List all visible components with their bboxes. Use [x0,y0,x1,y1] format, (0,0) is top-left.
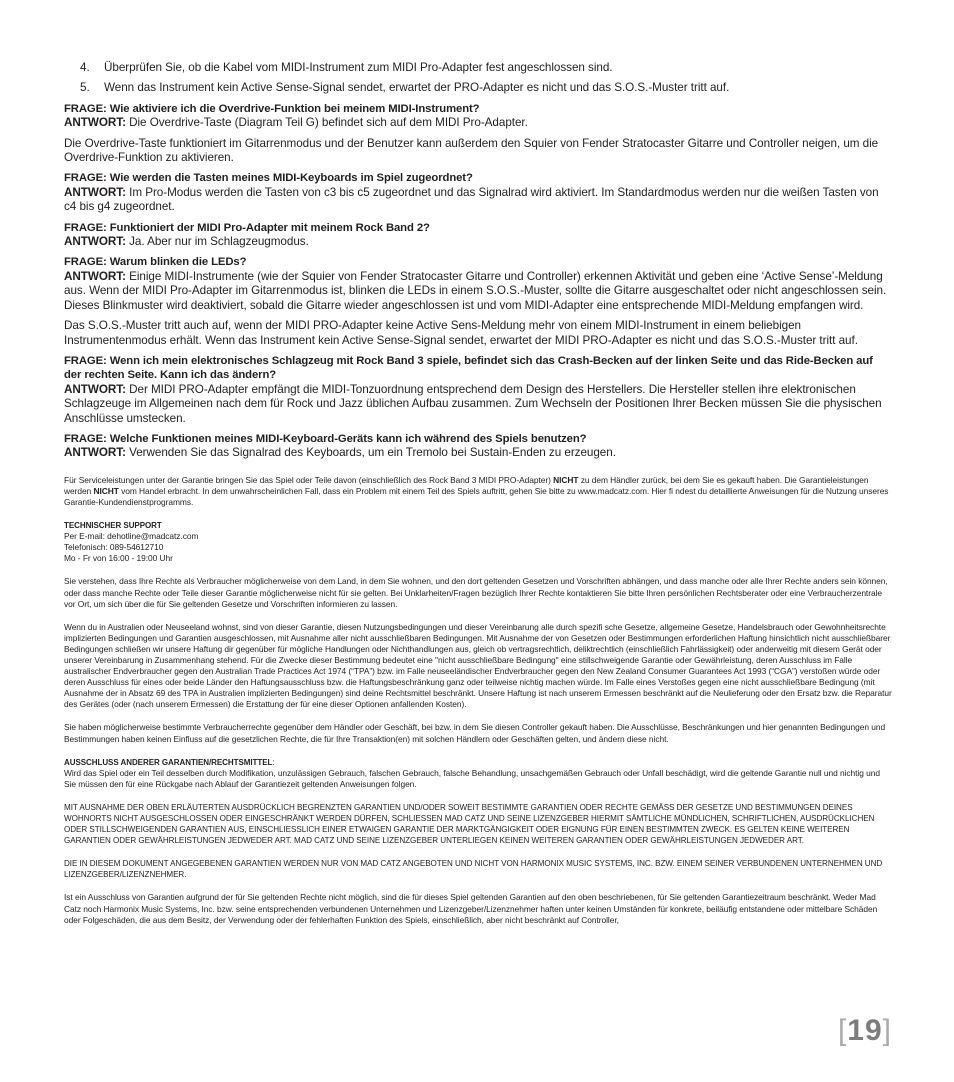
faq-question: FRAGE: Wie werden die Tasten meines MIDI-Keyboards im Spiel zugeordnet? [64,172,473,185]
step-item [64,81,892,95]
exclusion-colon: : [272,756,275,767]
dealer-paragraph: Sie haben möglicherweise bestimmte Verbraucherrechte gegenüber dem Händler oder Geschäft, bei bzw. in dem Sie diesen Controller gekauft haben. Die Ausschlüsse, Beschränkungen und hier genannten Bedingungen und Bestimmungen haben keinen Einfluss auf die gesetzlichen Rechte, die für Ihre Transaktion(en) mit solchen Händlern oder Geschäften gelten, und ändern diese nicht. [64,722,886,744]
step-item [64,61,892,75]
australia-paragraph: Wenn du in Australien oder Neuseeland wohnst, sind von dieser Garantie, diesen Nutzungsbedingungen und dieser Vereinbarung alle durch spezifi sche Gesetze, allgemeine Gesetze, Handelsbrauch oder Gewohnheitsrechte implizierten Bedingungen und Garantien ausgeschlossen, mit Ausnahme aller nicht ausschließbaren Bedingungen. Mit Ausnahme der von Gesetzen oder Bestimmungen erforderlichen Haftung hinsichtlich nicht ausschließbarer Bedingungen schließen wir unsere Haftung dir gegenüber für mögliche Handlungen oder Nichthandlungen aus, gleich ob vertragsrechtlich, deliktrechtlich (einschließlich Fahrlässigkeit) oder anderweitig mit diesem Gerät oder unserer Vereinbarung in Zusammenhang stehend. Für die Zwecke dieser Bestimmung bedeutet eine "nicht ausschließbare Bedingung" eine stillschweigende Garantie oder Gewährleistung, deren Ausschluss im Falle australischer Endverbraucher gegen den Australian Trade Practices Act 1974 (“TPA”) bzw. im Falle neuseeländischer Endverbraucher gegen den New Zealand Consumer Guarantees Act 1993 (“CGA”) verstoßen würde oder deren Ausschluss für eines oder beide Länder den Haftungsausschluss bzw. die Haftungsbeschränkung ganz oder teilweise nichtig machen würde. Im Falle eines Verstoßes gegen eine nicht ausschließbare Bedingung (mit Ausnahme der in Absatz 69 des TPA in Australien implizierten Bedingungen) sind deine Rechtsmittel beschränkt. Unsere Haftung ist nach unserem Ermessen beschränkt auf die Neulieferung oder den Ersatz bzw. die Reparatur des Gerätes (oder (nach unserem Ermessen) die Erstattung der für eine dieser Optionen anfallenden Kosten). [64,621,892,710]
faq-question: FRAGE: Wenn ich mein elektronisches Schlagzeug mit Rock Band 3 spiele, befindet sich das Crash-Becken auf der linken Seite und das Ride-Becken auf der rechten Seite. Kann ich das ändern? [64,354,873,382]
answer-text: Im Pro-Modus werden die Tasten von c3 bis c5 zugeordnet und das Signalrad wird aktiviert. Im Standardmodus werden nur die weißen Tasten von c4 bis g4 zugeordnet. [64,185,879,214]
faq-answer [64,116,892,130]
service-text: vom Handel erbracht. In dem unwahrscheinlichen Fall, dass ein Problem mit einem Teil des Spiels auftritt, gehen Sie bitte zu www.madcatz.com. Hier fi ndest du detaillierte Anweisungen für die Nutzung unseres Garantie-Kundendienstprogramms. [64,485,889,507]
page-number-bracket-open: [ [837,1014,848,1047]
emphasis-not: NICHT [93,485,119,496]
tech-support-phone: Telefonisch: 089-54612710 [64,542,164,553]
answer-label: ANTWORT: [64,116,126,130]
answer-label: ANTWORT: [64,185,126,199]
answer-text: Einige MIDI-Instrumente (wie der Squier von Fender Stratocaster Gitarre und Controller) erkennen Aktivität und geben eine ‘Active Sense’-Meldung aus. Wenn der MIDI Pro-Adapter im Gitarrenmodus ist, blinken die LEDs in einem S.O.S.-Muster, sollte die Gitarre ausgeschaltet oder nicht angeschlossen sein. Dieses Blinkmuster wird deaktiviert, sobald die Gitarre wieder angeschlossen ist und vom MIDI-Adapter eine entsprechende MIDI-Meldung empfangen wird. [64,269,887,312]
faq-item-leds [64,255,892,347]
faq-question: FRAGE: Welche Funktionen meines MIDI-Keyboard-Geräts kann ich während des Spiels benutzen? [64,432,587,445]
faq-answer-extra: Das S.O.S.-Muster tritt auch auf, wenn der MIDI PRO-Adapter keine Active Sens-Meldung mehr von einem MIDI-Instrument in einem beliebigen Instrumentenmodus erhält. Wenn das Instrument kein Active Sense-Signal sendet, erwartet der MIDI PRO-Adapter es nicht und das S.O.S.-Muster tritt auf. [64,319,858,347]
faq-answer [64,446,892,460]
service-text: Für Serviceleistungen unter der Garantie bringen Sie das Spiel oder Teile davon (einschließlich des Rock Band 3 MIDI PRO-Adapter) [64,474,554,485]
faq-section [64,61,892,461]
faq-item-keyboard-features [64,432,892,461]
faq-question: FRAGE: Wie aktiviere ich die Overdrive-Funktion bei meinem MIDI-Instrument? [64,102,480,115]
rights-paragraph: Sie verstehen, dass Ihre Rechte als Verbraucher möglicherweise von dem Land, in dem Sie wohnen, und den dort geltenden Gesetzen und Vorschriften abhängen, und dass manche oder alle Ihrer Rechte anders sein können, oder dass manche Rechte oder Teile dieser Garantie möglicherweise nicht für sie gelten. Bei Unklarheiten/Fragen bezüglich Ihrer Rechte kontaktieren Sie bitte Ihren persönlichen Rechtsberater oder eine Verbraucherzentrale vor Ort, um sich über die für Sie geltenden Gesetze und Vorschriften informieren zu lassen. [64,576,888,609]
faq-answer [64,186,892,215]
step-text: Überprüfen Sie, ob die Kabel vom MIDI-Instrument zum MIDI Pro-Adapter fest angeschlossen sind. [104,61,613,74]
step-number: 4. [80,61,90,74]
disclaimer-caps-2: DIE IN DIESEM DOKUMENT ANGEGEBENEN GARANTIEN WERDEN NUR VON MAD CATZ ANGEBOTEN UND NICHT VON HARMONIX MUSIC SYSTEMS, INC. BZW. EINEM SEINER VERBUNDENEN UNTERNEHMEN UND LIZENZGEBER/LIZENZNEHMER. [64,859,883,880]
answer-text: Verwenden Sie das Signalrad des Keyboards, um ein Tremolo bei Sustain-Enden zu erzeugen. [125,446,616,460]
tech-support-email: Per E-mail: dehotline@madcatz.com [64,531,199,542]
service-paragraph [64,475,892,508]
faq-answer-extra: Die Overdrive-Taste funktioniert im Gitarrenmodus und der Benutzer kann außerdem den Squier von Fender Stratocaster Gitarre und Controller neigen, um die Overdrive-Funktion zu aktivieren. [64,136,879,165]
faq-question: FRAGE: Warum blinken die LEDs? [64,256,247,269]
page-number-bracket-close: ] [882,1014,892,1047]
answer-text: Die Overdrive-Taste (Diagram Teil G) befindet sich auf dem MIDI Pro-Adapter. [125,116,528,130]
disclaimer-caps-1: MIT AUSNAHME DER OBEN ERLÄUTERTEN AUSDRÜCKLICH BEGRENZTEN GARANTIEN UND/ODER SOWEIT BESTIMMTE GARANTIEN ODER RECHTE GEMÄSS DER GESETZE UND BESTIMMUNGEN DEINES WOHNORTS NICHT AUSGESCHLOSSEN ODER EINGESCHRÄNKT WERDEN DÜRFEN, SCHLIESSEN MAD CATZ UND SEINE LIZENZGEBER HIERMIT SÄMTLICHE MÜNDLICHEN, SCHRIFTLICHEN, AUSDRÜCKLICHEN ODER STILLSCHWEIGENDEN GARANTIEN AUS, EINSCHLIESSLICH EINER ETWAIGEN GARANTIE DER MARKTGÄNGIGKEIT ODER EIGNUNG FÜR EINEN BESTIMMTEN ZWECK. ES GELTEN KEINE WEITEREN GARANTIEN ODER GEWÄHRLEISTUNGEN JEDWEDER ART. MAD CATZ UND SEINE LIZENZGEBER UNTERLIEGEN KEINEN WEITEREN GARANTIEN ODER GEWÄHRLEISTUNGEN JEDWEDER ART. [64,802,875,846]
answer-label: ANTWORT: [64,269,126,283]
exclusion-text: Wird das Spiel oder ein Teil desselben durch Modifikation, unzulässigen Gebrauch, falschen Gebrauch, falsche Behandlung, unsachgemäßen Gebrauch oder Unfall beschädigt, wird die geltende Garantie null und nichtig und Sie müssen den für eine Rückgabe nach Ablauf der Garantiezeit geltenden Anweisungen folgen. [64,767,880,789]
warranty-section [64,475,892,926]
tech-support-heading: TECHNISCHER SUPPORT [64,521,162,531]
service-text: zu dem Händler zurück, bei dem Sie es gekauft haben. Die Garantieleistungen werden [64,474,869,496]
faq-answer [64,270,892,313]
page-number-digits: 19 [847,1014,883,1047]
exclusion-heading: AUSSCHLUSS ANDERER GARANTIEN/RECHTSMITTEL [64,757,273,767]
exclusion-heading-line [64,757,892,768]
answer-label: ANTWORT: [64,446,126,460]
answer-label: ANTWORT: [64,382,126,396]
page-number [838,1016,892,1046]
faq-item-rock-band-2 [64,221,892,250]
tech-support-hours: Mo - Fr von 16:00 - 19:00 Uhr [64,553,173,564]
faq-answer [64,383,892,426]
answer-text: Ja. Aber nur im Schlagzeugmodus. [125,235,309,249]
faq-question: FRAGE: Funktioniert der MIDI Pro-Adapter mit meinem Rock Band 2? [64,221,430,234]
step-text: Wenn das Instrument kein Active Sense-Signal sendet, erwartet der PRO-Adapter es nicht und das S.O.S.-Muster tritt auf. [104,81,730,95]
answer-label: ANTWORT: [64,235,126,249]
answer-text: Der MIDI PRO-Adapter empfängt die MIDI-Tonzuordnung entsprechend dem Design des Herstellers. Die Hersteller stellen ihre elektronischen Schlagzeuge im Allgemeinen nach dem für Rock und Jazz üblichen Aufbau zusammen. Zum Wechseln der Positionen Ihrer Becken müssen Sie die physischen Anschlüsse umstecken. [64,382,882,425]
faq-item-overdrive [64,102,892,166]
exclusion-block [64,757,892,790]
page-content [64,61,892,938]
emphasis-not: NICHT [553,474,579,485]
faq-item-keyboard-mapping [64,171,892,214]
faq-item-drum-cymbals [64,354,892,426]
step-number: 5. [80,81,90,95]
faq-answer [64,235,892,249]
final-paragraph: Ist ein Ausschluss von Garantien aufgrund der für Sie geltenden Rechte nicht möglich, sind die für dieses Spiel geltenden Garantien auf den oben beschriebenen, für Sie geltenden Garantiezeitraum beschränkt. Weder Mad Catz noch Harmonix Music Systems, Inc. bzw. seine entsprechenden verbundenen Unternehmen und Lizenzgeber/Lizenznehmer haften unter keinen Umständen für konkrete, beiläufig entstandene oder mittelbare Schäden oder Folgeschäden, die aus dem Besitz, der Verwendung oder der fehlerhaften Funktion des Spiels, einschließlich, aber nicht beschränkt auf Controller, [64,892,878,925]
tech-support-block [64,520,892,564]
